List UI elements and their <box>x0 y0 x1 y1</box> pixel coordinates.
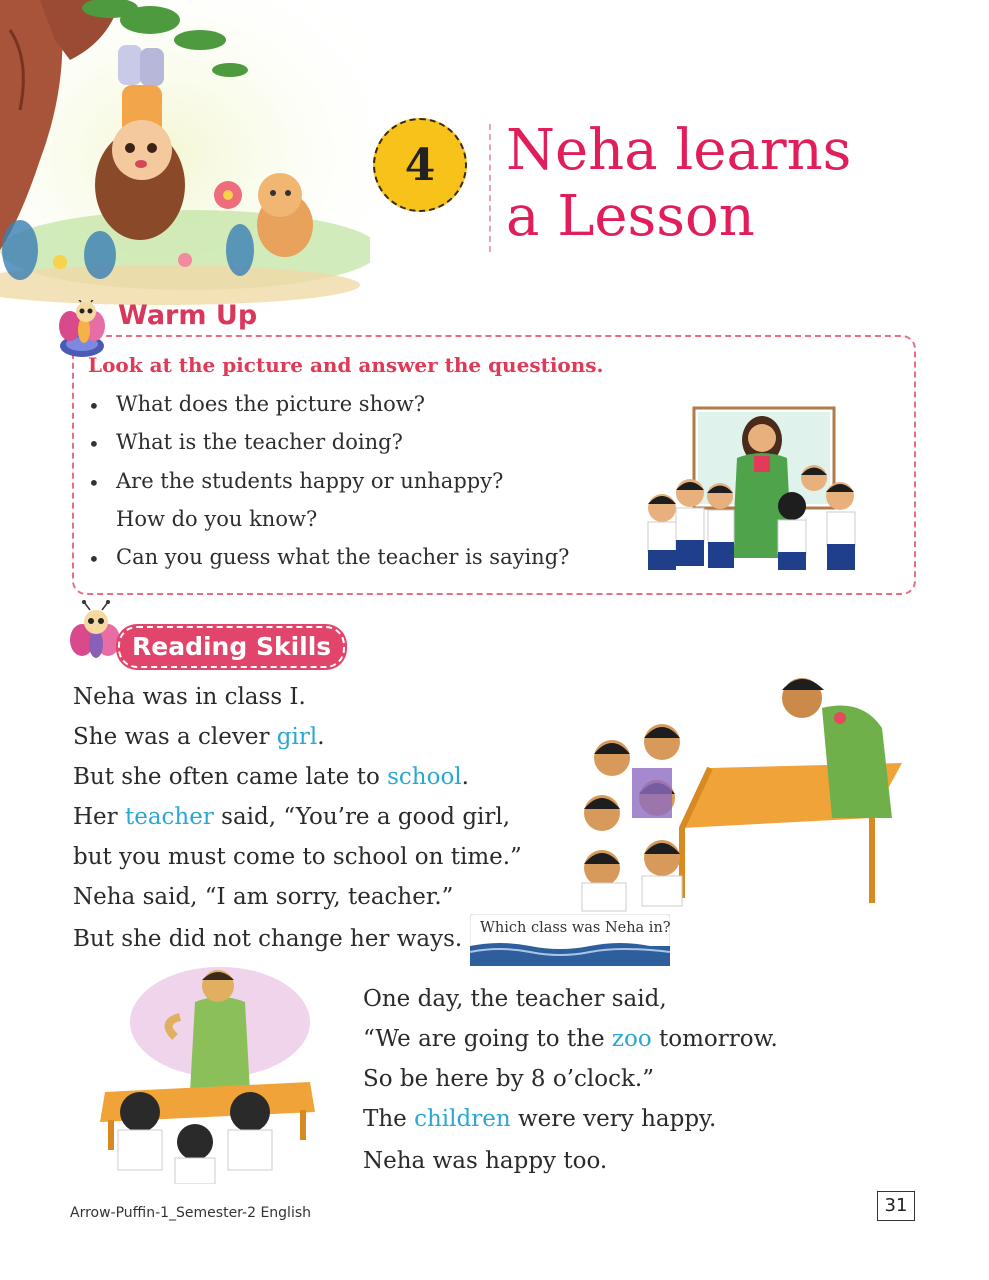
story-text: Neha said, “I am sorry, teacher.” <box>73 884 454 910</box>
story-text: were very happy. <box>510 1106 717 1132</box>
story-text: . <box>317 724 325 750</box>
story-line-2 <box>73 724 325 750</box>
story-text: Neha was happy too. <box>363 1148 608 1174</box>
story2-line-5 <box>363 1148 607 1174</box>
warm-up-question-1: What does the picture show? <box>116 392 425 416</box>
story-line-3 <box>73 764 469 790</box>
warm-up-question-4: Can you guess what the teacher is saying? <box>116 545 570 569</box>
story-text: So be here by 8 o’clock.” <box>363 1066 655 1092</box>
header-illustration <box>0 0 370 310</box>
bullet: • <box>88 547 100 571</box>
chapter-title-line1: Neha learns <box>506 118 852 183</box>
warm-up-instruction: Look at the picture and answer the questions. <box>88 353 604 377</box>
bullet: • <box>88 471 100 495</box>
page-number: 31 <box>877 1191 915 1221</box>
story-line-4 <box>73 804 510 830</box>
warm-up-heading: Warm Up <box>118 300 258 331</box>
bullet: • <box>88 432 100 456</box>
chapter-number-badge <box>373 118 467 212</box>
story-line-1 <box>73 684 306 710</box>
vocab-word[interactable]: school <box>387 764 462 790</box>
story-line-5 <box>73 844 522 870</box>
warm-up-question-3-cont: How do you know? <box>116 507 318 531</box>
vocab-word[interactable]: teacher <box>124 804 214 830</box>
story-line-6 <box>73 884 453 910</box>
story2-line-2 <box>363 1026 778 1052</box>
vocab-word[interactable]: girl <box>276 724 318 750</box>
vocab-word[interactable]: children <box>414 1106 511 1132</box>
story-text: Her <box>73 804 125 830</box>
reading-skills-heading-text: Reading Skills <box>132 632 332 661</box>
story-text: “We are going to the <box>363 1026 612 1052</box>
question-prompt-text: Which class was Neha in? <box>480 920 671 936</box>
title-divider <box>489 124 491 252</box>
classroom-illustration <box>632 378 864 588</box>
chapter-title-line2: a Lesson <box>506 184 755 249</box>
chapter-title <box>506 118 926 250</box>
story-text: But she often came late to <box>73 764 388 790</box>
teacher-students-illustration <box>572 668 902 913</box>
story-text: said, “You’re a good girl, <box>213 804 511 830</box>
vocab-word[interactable]: zoo <box>611 1026 652 1052</box>
reading-skills-heading <box>118 626 345 668</box>
story-text: tomorrow. <box>651 1026 778 1052</box>
story-text: but you must come to school on time.” <box>73 844 522 870</box>
story-text: Neha was in class I. <box>73 684 306 710</box>
bullet: • <box>88 394 100 418</box>
story2-line-4 <box>363 1106 716 1132</box>
story-text: One day, the teacher said, <box>363 986 667 1012</box>
story-text: The <box>363 1106 415 1132</box>
teacher-desk-illustration <box>100 962 330 1184</box>
story2-line-1 <box>363 986 667 1012</box>
story-line-7 <box>73 926 462 952</box>
story-text: But she did not change her ways. <box>73 926 463 952</box>
story-text: . <box>461 764 469 790</box>
story-text: She was a clever <box>73 724 277 750</box>
warm-up-question-2: What is the teacher doing? <box>116 430 403 454</box>
footer-book-title: Arrow-Puffin-1_Semester-2 English <box>70 1205 312 1221</box>
story2-line-3 <box>363 1066 654 1092</box>
warm-up-question-3: Are the students happy or unhappy? <box>116 469 504 493</box>
chapter-number: 4 <box>404 139 436 191</box>
